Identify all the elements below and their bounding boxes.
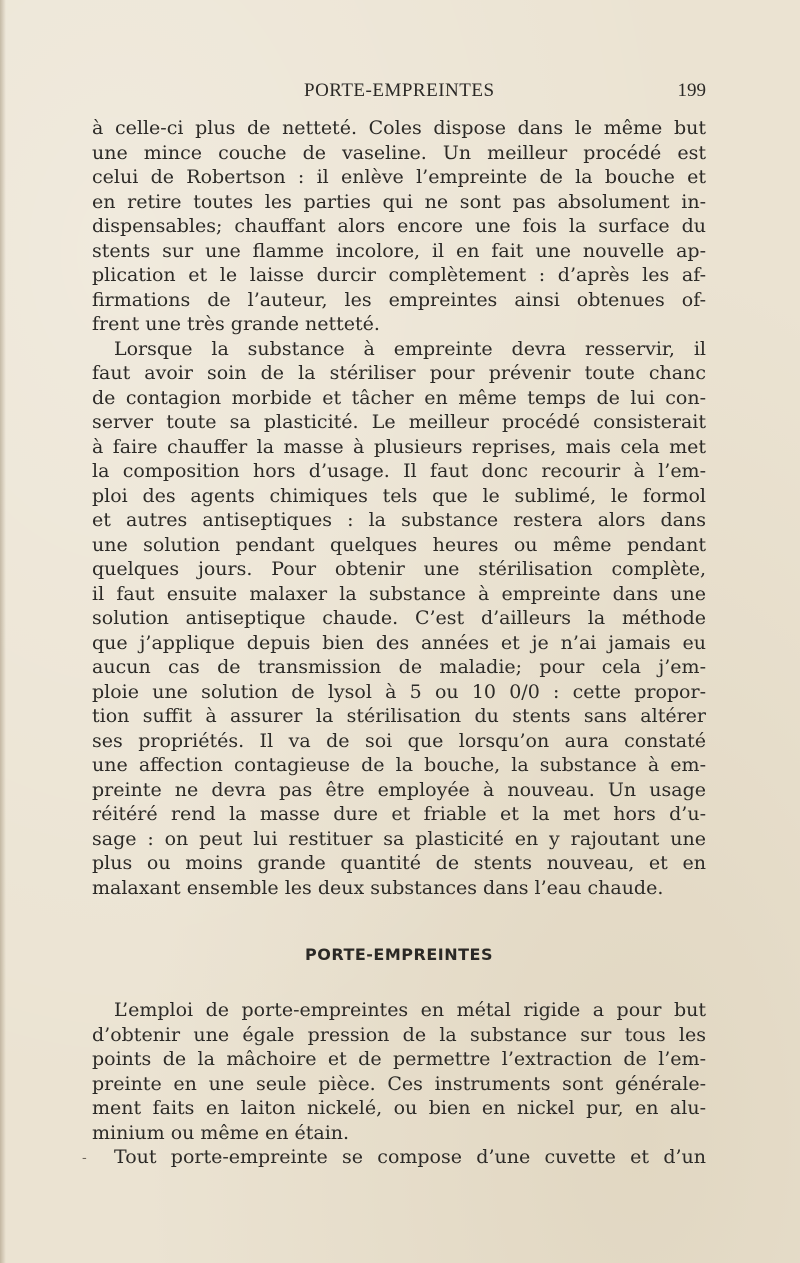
stray-mark: - bbox=[82, 1150, 87, 1166]
text-line: celui de Robertson : il enlève l’empreinte de la bouche et bbox=[92, 166, 706, 188]
text-line: ment faits en laiton nickelé, ou bien en nickel pur, en alu- bbox=[92, 1097, 706, 1119]
text-line: minium ou même en étain. bbox=[92, 1121, 350, 1144]
text-line: preinte ne devra pas être employée à nouveau. Un usage bbox=[92, 778, 706, 801]
body-text-top bbox=[92, 116, 706, 900]
text-line: une solution pendant quelques heures ou même pendant bbox=[92, 533, 706, 556]
page-number: 199 bbox=[677, 80, 706, 101]
text-line: la composition hors d’usage. Il faut donc recourir à l’em- bbox=[92, 460, 706, 482]
text-line: ploie une solution de lysol à 5 ou 10 0/0 : cette propor- bbox=[92, 680, 706, 703]
text-line: d’obtenir une égale pression de la substance sur tous les bbox=[92, 1023, 706, 1046]
text-line: réitéré rend la masse dure et friable et la met hors d’u- bbox=[92, 803, 706, 825]
text-line: malaxant ensemble les deux substances dans l’eau chaude. bbox=[92, 876, 664, 899]
text-line: server toute sa plasticité. Le meilleur procédé consisterait bbox=[92, 411, 706, 433]
text-line: à celle-ci plus de netteté. Coles dispose dans le même but bbox=[92, 117, 706, 139]
page-edge-shadow bbox=[0, 0, 6, 1263]
paragraph-2 bbox=[92, 337, 706, 901]
text-line: dispensables; chauffant alors encore une fois la surface du bbox=[92, 215, 706, 237]
text-line: tion suffit à assurer la stérilisation du stents sans altérer bbox=[92, 705, 706, 727]
text-line: solution antiseptique chaude. C’est d’ailleurs la méthode bbox=[92, 607, 706, 629]
paragraph-4 bbox=[92, 1145, 706, 1170]
running-title: PORTE-EMPREINTES bbox=[304, 80, 495, 101]
text-line: faut avoir soin de la stériliser pour prévenir toute chanc bbox=[92, 362, 706, 384]
text-line: Lorsque la substance à empreinte devra resservir, il bbox=[114, 337, 706, 360]
text-line: une affection contagieuse de la bouche, la substance à em- bbox=[92, 754, 706, 776]
text-line: firmations de l’auteur, les empreintes ainsi obtenues of- bbox=[92, 288, 706, 311]
text-line: stents sur une flamme incolore, il en fait une nouvelle ap- bbox=[92, 239, 706, 262]
text-line: frent une très grande netteté. bbox=[92, 313, 380, 335]
text-line: quelques jours. Pour obtenir une stérilisation complète, bbox=[92, 558, 706, 580]
paragraph-1 bbox=[92, 116, 706, 337]
body-text-bottom bbox=[92, 998, 706, 1170]
paragraph-3 bbox=[92, 998, 706, 1145]
text-line: L’emploi de porte-empreintes en métal rigide a pour but bbox=[114, 999, 706, 1021]
text-line: sage : on peut lui restituer sa plasticité en y rajoutant une bbox=[92, 827, 706, 850]
text-line: plication et le laisse durcir complètement : d’après les af- bbox=[92, 264, 706, 286]
text-line: preinte en une seule pièce. Ces instruments sont générale- bbox=[92, 1072, 706, 1095]
section-heading: PORTE-EMPREINTES bbox=[305, 945, 493, 964]
text-line: ses propriétés. Il va de soi que lorsqu’on aura constaté bbox=[92, 729, 706, 752]
text-line: Tout porte-empreinte se compose d’une cuvette et d’un bbox=[114, 1146, 706, 1168]
text-line: points de la mâchoire et de permettre l’extraction de l’em- bbox=[92, 1048, 706, 1070]
text-line: en retire toutes les parties qui ne sont pas absolument in- bbox=[92, 190, 706, 213]
running-header bbox=[92, 80, 706, 106]
text-line: de contagion morbide et tâcher en même temps de lui con- bbox=[92, 386, 706, 409]
text-line: ploi des agents chimiques tels que le sublimé, le formol bbox=[92, 484, 706, 507]
text-line: et autres antiseptiques : la substance restera alors dans bbox=[92, 509, 706, 531]
text-line: plus ou moins grande quantité de stents nouveau, et en bbox=[92, 852, 706, 874]
text-line: il faut ensuite malaxer la substance à empreinte dans une bbox=[92, 582, 706, 605]
text-line: aucun cas de transmission de maladie; pour cela j’em- bbox=[92, 656, 706, 678]
text-line: à faire chauffer la masse à plusieurs reprises, mais cela met bbox=[92, 435, 706, 458]
text-line: une mince couche de vaseline. Un meilleur procédé est bbox=[92, 141, 706, 164]
text-line: que j’applique depuis bien des années et je n’ai jamais eu bbox=[92, 631, 706, 654]
